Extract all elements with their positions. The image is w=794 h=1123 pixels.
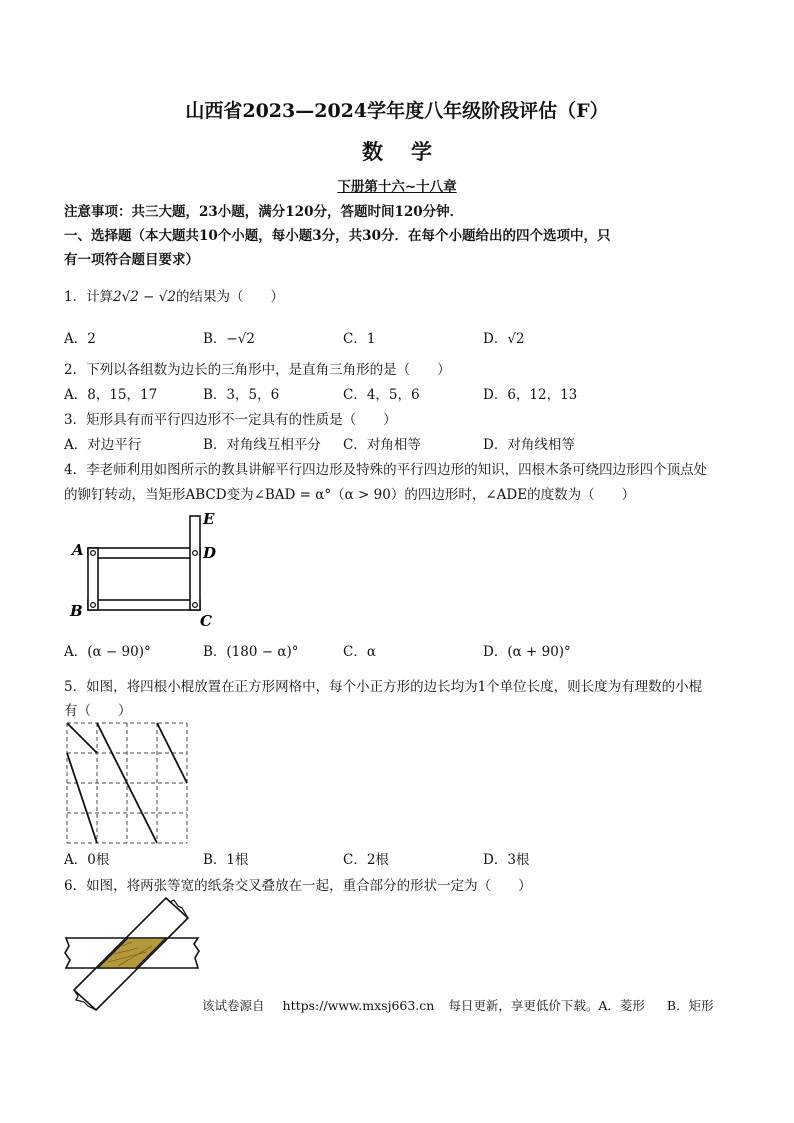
question-1-stem: 1．计算2√2 − √2的结果为（ ） [64, 289, 284, 305]
q4-option-a[interactable]: A．(α − 90)° [64, 644, 151, 660]
question-5-stem-line2: 有（ ） [64, 703, 132, 719]
q2-option-a[interactable]: A．8，15，17 [64, 387, 158, 403]
scope-subtitle [0, 175, 794, 195]
q1-expression: 2√2 − √2 [113, 289, 176, 305]
q5-grid-figure [66, 722, 188, 844]
question-5-stem-line1: 5．如图，将四根小棍放置在正方形网格中，每个小正方形的边长均为1个单位长度，则长度为有理数的小棍 [64, 679, 703, 695]
section-heading-line1: 一、选择题（本大题共10个小题，每小题3分，共30分．在每个小题给出的四个选项中，只 [64, 228, 611, 244]
footer-source: 该试卷源自 [202, 998, 265, 1013]
q4-option-d[interactable]: D．(α + 90)° [483, 644, 571, 660]
q5-option-a[interactable]: A．0根 [64, 852, 110, 868]
q4-option-c[interactable]: C．α [343, 644, 376, 660]
q6-option-a[interactable]: A．菱形 [598, 998, 645, 1013]
q6-option-b[interactable]: B．矩形 [666, 998, 714, 1013]
label-c: C [200, 612, 212, 630]
footer-slogan: 每日更新，享更低价下载。 [448, 998, 599, 1013]
q5-option-c[interactable]: C．2根 [343, 852, 389, 868]
stick-2 [67, 753, 97, 843]
q3-option-d[interactable]: D．对角线相等 [483, 437, 575, 453]
q6-paper-strips-figure [62, 896, 202, 1012]
q4-bar-ad [88, 548, 200, 558]
q4-bar-bc [88, 600, 200, 610]
q4-option-b[interactable]: B．(180 − α)° [203, 644, 299, 660]
question-4-stem-line2: 的铆钉转动，当矩形ABCD变为∠BAD = α°（α > 90）的四边形时，∠ADE的度数为（ ） [64, 487, 636, 503]
q3-option-c[interactable]: C．对角相等 [343, 437, 421, 453]
footer-line [202, 996, 714, 1014]
exam-title: 山西省2023—2024学年度八年级阶段评估（F） [185, 100, 609, 122]
q2-option-d[interactable]: D．6，12，13 [483, 387, 578, 403]
label-b: B [70, 602, 83, 620]
footer-url[interactable]: https://www.mxsj663.cn [282, 998, 435, 1013]
q3-option-a[interactable]: A．对边平行 [64, 437, 142, 453]
q4-bar-ce [190, 516, 200, 610]
q5-option-d[interactable]: D．3根 [483, 852, 530, 868]
q3-option-b[interactable]: B．对角线互相平分 [203, 437, 321, 453]
q1-option-c[interactable]: C．1 [343, 331, 376, 347]
q1-option-d[interactable]: D．√2 [483, 331, 525, 347]
question-3-stem: 3．矩形具有而平行四边形不一定具有的性质是（ ） [64, 412, 397, 428]
q2-option-c[interactable]: C．4，5，6 [343, 387, 420, 403]
exam-notes: 注意事项：共三大题，23小题，满分120分，答题时间120分钟． [64, 204, 464, 220]
subject-title: 数学 [362, 139, 460, 164]
q5-option-b[interactable]: B．1根 [203, 852, 249, 868]
question-4-stem-line1: 4．李老师利用如图所示的教具讲解平行四边形及特殊的平行四边形的知识，四根木条可绕四边形四个顶点处 [64, 462, 708, 478]
q2-option-b[interactable]: B．3，5，6 [203, 387, 280, 403]
label-e: E [203, 510, 215, 528]
label-d: D [203, 544, 217, 562]
q1-option-a[interactable]: A．2 [64, 331, 96, 347]
question-2-stem: 2．下列以各组数为边长的三角形中，是直角三角形的是（ ） [64, 362, 451, 378]
label-a: A [72, 541, 84, 559]
stick-1 [67, 723, 97, 753]
section-heading-line2: 有一项符合题目要求） [64, 252, 199, 268]
q1-option-b[interactable]: B．−√2 [203, 331, 255, 347]
scope-text: 下册第十六~十八章 [337, 179, 457, 195]
q4-bar-ab [88, 548, 98, 610]
question-6-stem: 6．如图，将两张等宽的纸条交叉叠放在一起，重合部分的形状一定为（ ） [64, 878, 532, 894]
q4-rectangle-figure [64, 508, 224, 630]
